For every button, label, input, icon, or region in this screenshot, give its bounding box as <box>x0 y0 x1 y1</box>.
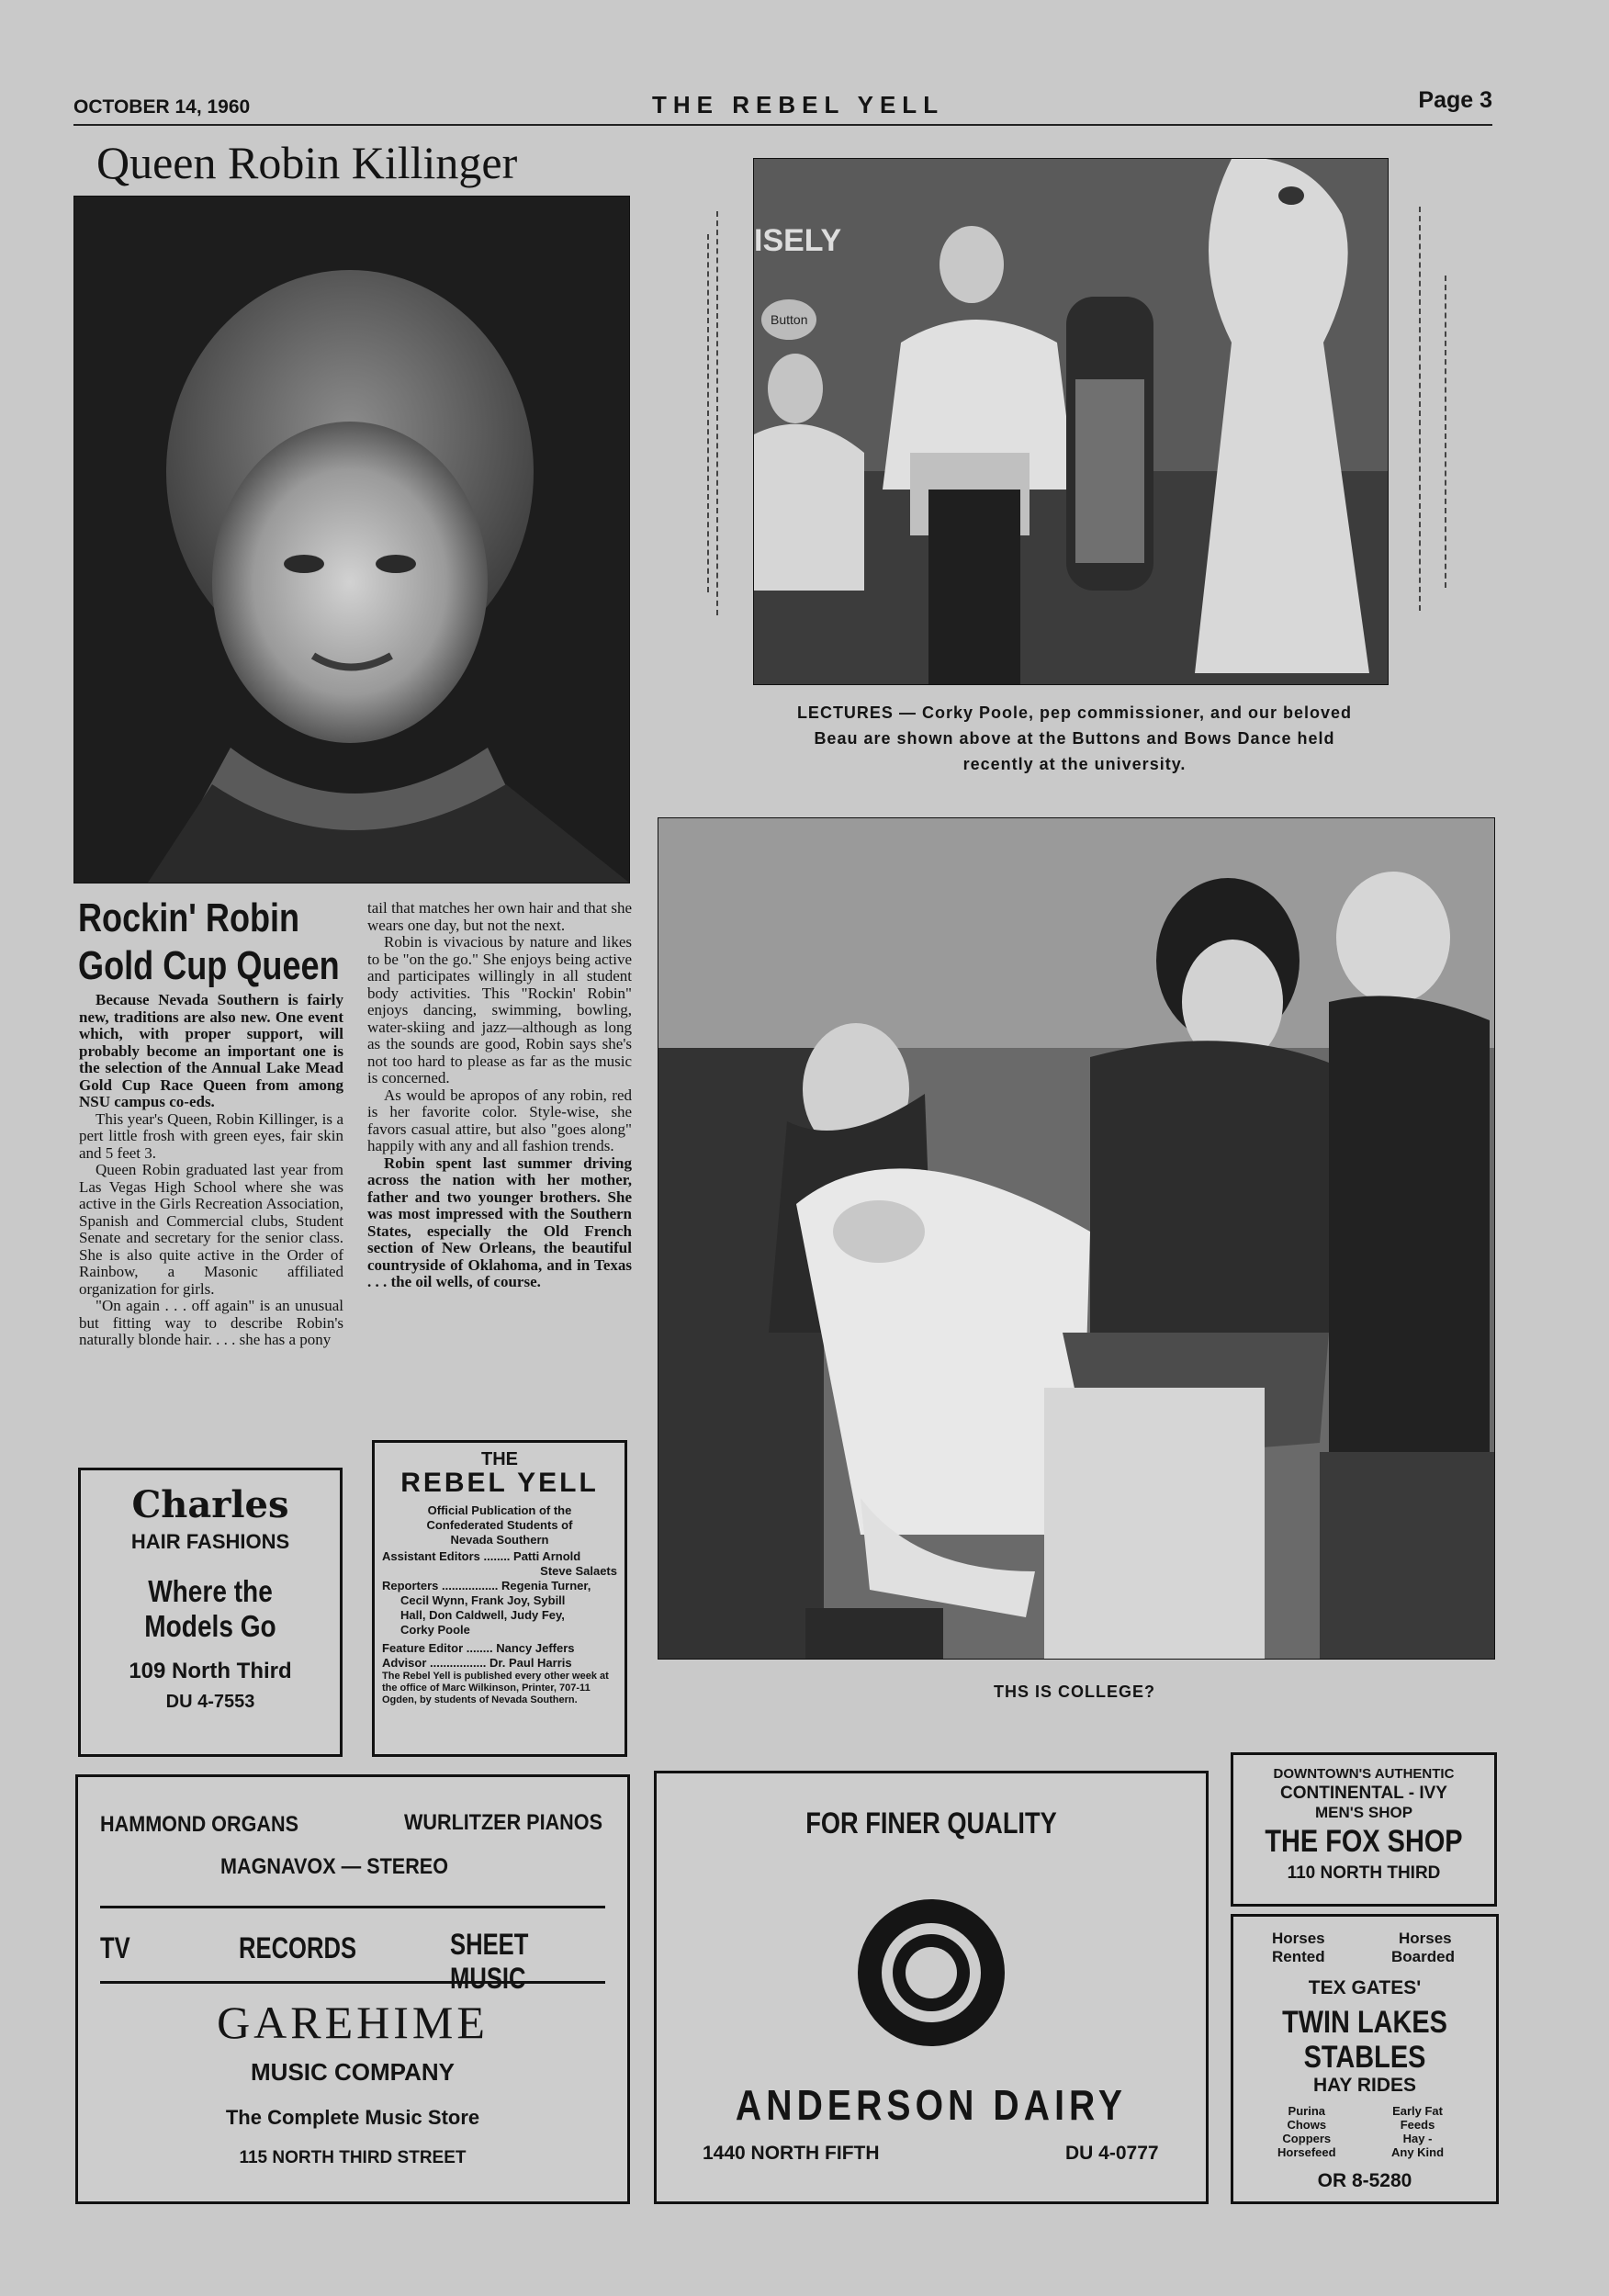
masthead-advisor: Advisor ................. Dr. Paul Harris <box>382 1656 572 1670</box>
charles-slogan-2: Models Go <box>144 1609 276 1643</box>
college-photo <box>658 817 1495 1660</box>
lectures-caption: LECTURES — Corky Poole, pep commissioner, and our beloved Beau are shown above at the Buttons and Bows Dance held recently at the university. <box>796 703 1353 773</box>
button-sign-text: Button <box>771 312 808 327</box>
anderson-headline: FOR FINER QUALITY <box>805 1806 1057 1840</box>
garehime-divider-2 <box>100 1981 605 1984</box>
story-paragraph: Robin spent last summer driving across the nation with her mother, father and two younger brothers. She was most impressed with the Southern States, especially the Old French section of New Orleans, the beautiful countryside of Oklahoma, and in Texas . . . the oil wells, of course. <box>367 1154 632 1290</box>
story-column-2 <box>367 900 632 1291</box>
garehime-divider <box>100 1906 605 1908</box>
masthead-reporters-2: Cecil Wynn, Frank Joy, Sybill <box>400 1593 566 1607</box>
garehime-name: GAREHIME <box>217 1997 489 2048</box>
decorative-border-left <box>716 211 718 615</box>
anderson-phone: DU 4-0777 <box>1065 2143 1159 2164</box>
lectures-photo <box>753 158 1389 685</box>
queen-title: Queen Robin Killinger <box>96 137 518 188</box>
stables-phone: OR 8-5280 <box>1317 2170 1412 2191</box>
garehime-tv: TV <box>100 1931 130 1964</box>
story-paragraph: As would be apropos of any robin, red is her favorite color. Style-wise, she favors casual attire, but also "goes along" happily with any and all fashion trends. <box>367 1086 632 1154</box>
lectures-photo-frame <box>707 156 1460 689</box>
charles-name: Charles <box>131 1483 289 1526</box>
masthead-footer: The Rebel Yell is published every other week at the office of Marc Wilkinson, Printer, 707-11 Ogden, by students of Nevada Southern. <box>382 1671 609 1705</box>
story-paragraph: Queen Robin graduated last year from Las Vegas High School where she was active in the Girls Recreation Association, Spanish and Commercial clubs, Student Senate and secretary for the senior class. She is also quite active in the Order of Rainbow, a Masonic affiliated organization for girls. <box>79 1161 343 1298</box>
stables-feed-left <box>1277 2104 1336 2159</box>
newspaper-name: THE REBEL YELL <box>652 91 945 118</box>
newspaper-header <box>73 87 1492 126</box>
stables-purina-2: Chows <box>1287 2118 1327 2132</box>
stables-feeds-1: Early Fat <box>1392 2104 1443 2118</box>
masthead-reporters-3: Hall, Don Caldwell, Judy Fey, <box>400 1608 565 1622</box>
portrait-image <box>74 197 629 883</box>
garehime-records: RECORDS <box>239 1931 357 1964</box>
garehime-tagline: The Complete Music Store <box>225 2106 480 2129</box>
story-column-1 <box>79 992 343 1349</box>
masthead-box <box>372 1440 627 1757</box>
fox-line-3: MEN'S SHOP <box>1314 1804 1413 1821</box>
masthead-subtitle-3: Nevada Southern <box>450 1533 549 1547</box>
stables-feeds-3: Hay - <box>1402 2132 1433 2145</box>
fox-name: THE FOX SHOP <box>1265 1824 1463 1859</box>
story-headline-1: Rockin' Robin <box>78 895 300 940</box>
garehime-address: 115 NORTH THIRD STREET <box>239 2148 467 2167</box>
fox-shop-ad <box>1231 1752 1497 1907</box>
charles-slogan-1: Where the <box>148 1574 273 1608</box>
stables-feeds-4: Any Kind <box>1391 2145 1445 2159</box>
sign-text: ISELY <box>754 223 842 258</box>
queen-portrait-photo <box>73 196 630 884</box>
garehime-sheet-music: SHEET MUSIC <box>450 1928 529 1995</box>
masthead-reporters-4: Corky Poole <box>400 1623 470 1637</box>
garehime-music-ad <box>75 1774 630 2204</box>
story-paragraph: tail that matches her own hair and that she wears one day, but not the next. <box>367 899 632 934</box>
decorative-border-right-2 <box>1445 276 1446 588</box>
issue-date: OCTOBER 14, 1960 <box>73 96 251 118</box>
story-paragraph: "On again . . . off again" is an unusual but fitting way to describe Robin's naturally blonde hair. . . . she has a pony <box>79 1297 343 1348</box>
masthead-reporters: Reporters ................. Regenia Turner, <box>382 1579 591 1593</box>
garehime-magnavox: MAGNAVOX — STEREO <box>220 1854 449 1879</box>
masthead-feature-editor: Feature Editor ........ Nancy Jeffers <box>382 1641 575 1655</box>
stables-purina-4: Horsefeed <box>1277 2145 1336 2159</box>
stables-feed-right <box>1391 2104 1444 2159</box>
stables-name-1: TWIN LAKES <box>1282 2005 1447 2040</box>
stables-horses-boarded-2: Boarded <box>1391 1948 1455 1965</box>
masthead-subtitle-2: Confederated Students of <box>426 1518 573 1532</box>
masthead-the: THE <box>481 1449 518 1469</box>
stables-horses-rented-1: Horses <box>1272 1930 1325 1947</box>
twin-lakes-stables-ad <box>1231 1914 1499 2204</box>
stables-horses-rented-2: Rented <box>1272 1948 1325 1965</box>
anderson-dairy-ad <box>654 1771 1209 2204</box>
garehime-wurlitzer: WURLITZER PIANOS <box>404 1810 602 1835</box>
stables-name-2: STABLES <box>1303 2040 1426 2075</box>
story-paragraph: Robin is vivacious by nature and likes to be "on the go." She enjoys being active and participates willingly in all student body activities. This "Rockin' Robin" enjoys dancing, swimming, bowling, water-skiing and jazz—although as long as the sounds are good, Robin says she's not too hard to please as far as the music is concerned. <box>367 933 632 1086</box>
stables-purina-1: Purina <box>1288 2104 1326 2118</box>
stables-horses-boarded-1: Horses <box>1399 1930 1452 1947</box>
anderson-name: ANDERSON DAIRY <box>735 2081 1128 2129</box>
masthead-asst-editors: Assistant Editors ........ Patti Arnold <box>382 1549 581 1563</box>
masthead-subtitle-1: Official Publication of the <box>427 1503 572 1517</box>
story-paragraph: This year's Queen, Robin Killinger, is a pert little frosh with green eyes, fair skin and 5 feet 3. <box>79 1109 343 1162</box>
charles-phone: DU 4-7553 <box>165 1692 255 1712</box>
fox-line-1: DOWNTOWN'S AUTHENTIC <box>1273 1766 1455 1782</box>
decorative-border-right <box>1419 207 1421 611</box>
stables-purina-3: Coppers <box>1282 2132 1332 2145</box>
story-headline-2: Gold Cup Queen <box>78 943 340 988</box>
anderson-address: 1440 NORTH FIFTH <box>703 2143 880 2164</box>
charles-subtitle: HAIR FASHIONS <box>130 1530 290 1553</box>
stables-hay-rides: HAY RIDES <box>1312 2075 1417 2096</box>
masthead-name: REBEL YELL <box>400 1468 599 1498</box>
masthead-asst-editors-2: Steve Salaets <box>540 1564 617 1578</box>
anderson-logo-icon <box>853 1895 1009 2051</box>
charles-hair-ad <box>78 1468 343 1757</box>
page-number: Page 3 <box>1418 87 1492 113</box>
fox-address: 110 NORTH THIRD <box>1287 1863 1441 1883</box>
stables-owner: TEX GATES' <box>1308 1977 1422 1998</box>
decorative-border-left-2 <box>707 234 709 592</box>
garehime-hammond: HAMMOND ORGANS <box>100 1812 298 1837</box>
stables-feeds-2: Feeds <box>1400 2118 1435 2132</box>
charles-address: 109 North Third <box>129 1659 292 1683</box>
fox-line-2: CONTINENTAL - IVY <box>1280 1784 1447 1803</box>
story-paragraph: Because Nevada Southern is fairly new, traditions are also new. One event which, with proper support, will probably become an important one is the selection of the Annual Lake Mead Gold Cup Race Queen from among NSU campus co-eds. <box>79 991 343 1110</box>
garehime-company: MUSIC COMPANY <box>251 2058 455 2086</box>
college-caption: THS IS COLLEGE? <box>993 1683 1155 1701</box>
